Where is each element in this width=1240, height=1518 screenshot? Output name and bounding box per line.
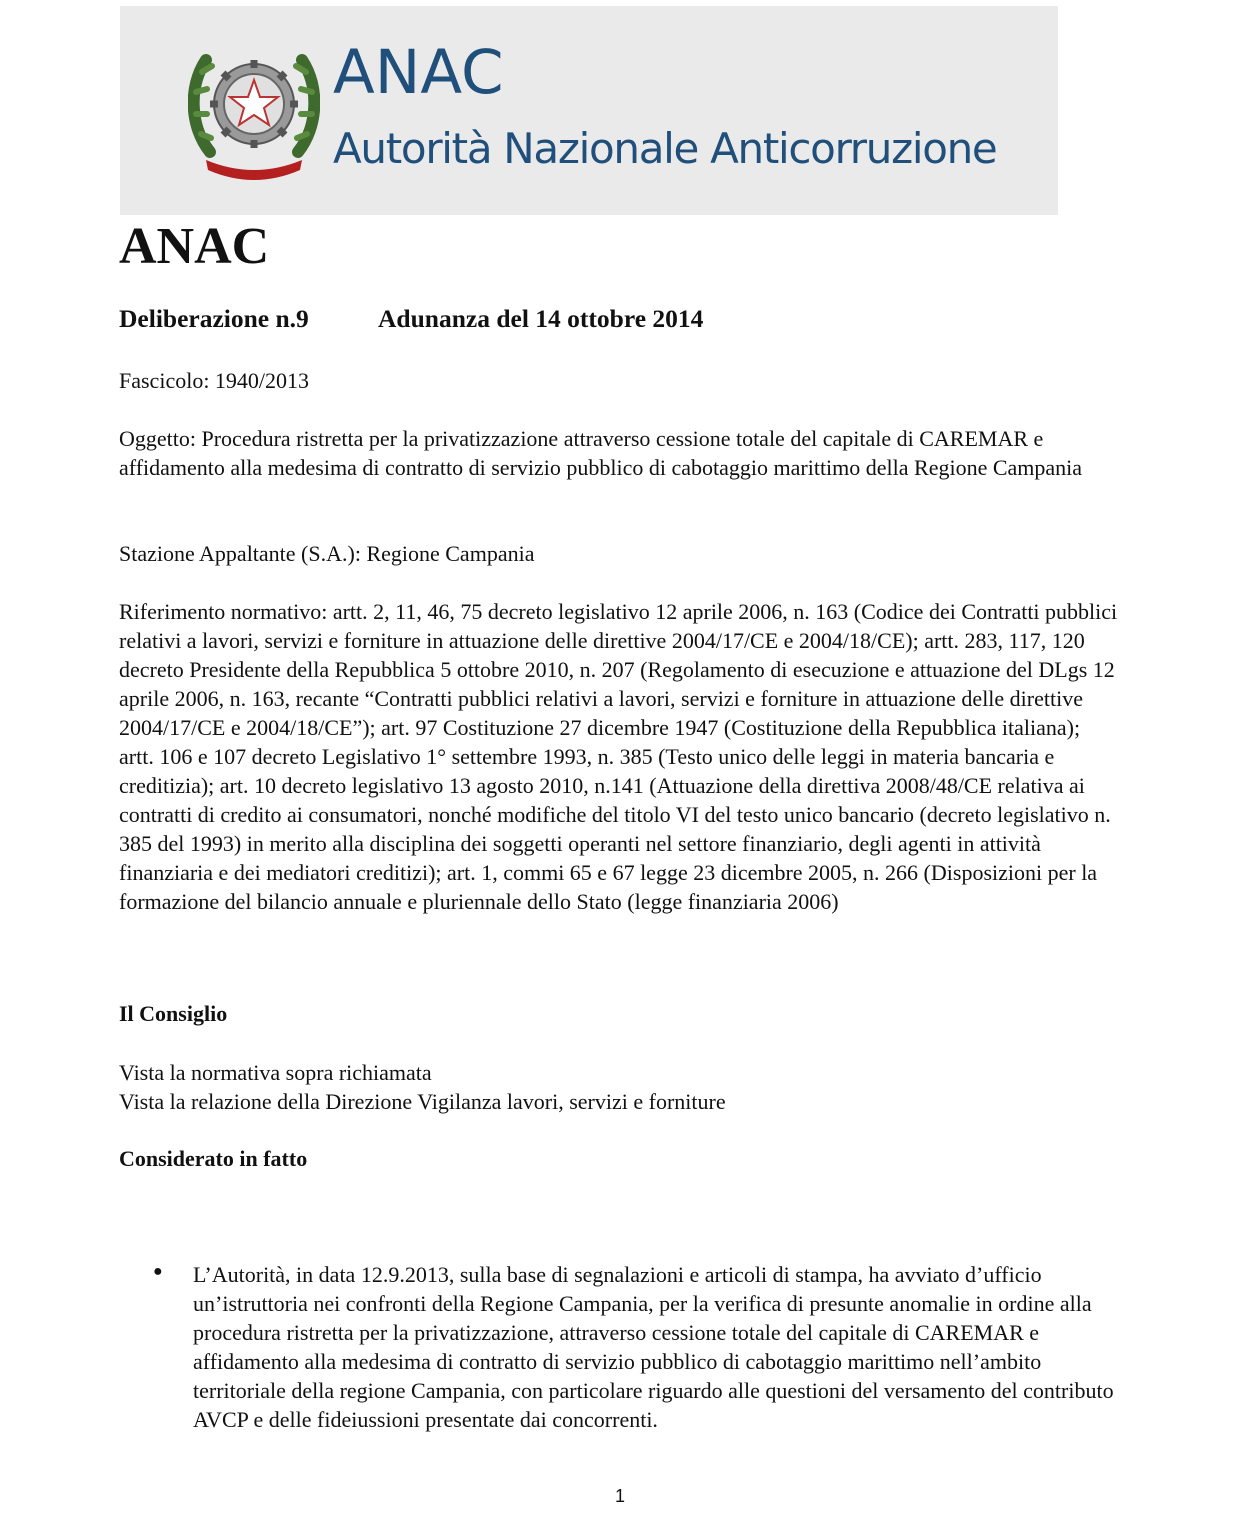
italian-republic-emblem-icon [188,32,320,182]
page-number: 1 [614,1486,625,1506]
header-banner [120,6,1058,215]
banner-title: ANAC [333,37,504,108]
document-title: ANAC [119,218,270,275]
meeting-date: Adunanza del 14 ottobre 2014 [378,304,704,333]
deliberation-number: Deliberazione n.9 [119,304,309,333]
deliberation-header [119,304,704,334]
stazione-appaltante: Stazione Appaltante (S.A.): Regione Campania [119,541,535,566]
banner-subtitle: Autorità Nazionale Anticorruzione [333,124,997,173]
riferimento-normativo: Riferimento normativo: artt. 2, 11, 46, 75 decreto legislativo 12 aprile 2006, n. 163 (Codice dei Contratti pubblici relativi a lavori, servizi e forniture in attuazione delle direttive 2004/17/CE e 2004/18/CE); artt. 283, 117, 120 decreto Presidente della Repubblica 5 ottobre 2010, n. 207 (Regolamento di esecuzione e attuazione del DLgs 12 aprile 2006, n. 163, recante “Contratti pubblici relativi a lavori, servizi e forniture in attuazione delle direttive 2004/17/CE e 2004/18/CE”); art. 97 Costituzione 27 dicembre 1947 (Costituzione della Repubblica italiana); artt. 106 e 107 decreto Legislativo 1° settembre 1993, n. 385 (Testo unico delle leggi in materia bancaria e creditizia); art. 10 decreto legislativo 13 agosto 2010, n.141 (Attuazione della direttiva 2008/48/CE relativa ai contratti di credito ai consumatori, nonché modifiche del titolo VI del testo unico bancario (decreto legislativo n. 385 del 1993) in merito alla disciplina dei soggetti operanti nel settore finanziario, degli agenti in attività finanziaria e dei mediatori creditizi); art. 1, commi 65 e 67 legge 23 dicembre 2005, n. 266 (Disposizioni per la formazione del bilancio annuale e pluriennale dello Stato (legge finanziaria 2006) [119,599,1118,914]
oggetto: Oggetto: Procedura ristretta per la privatizzazione attraverso cessione totale del capitale di CAREMAR e affidamento alla medesima di contratto di servizio pubblico di cabotaggio marittimo della Regione Campania [119,426,1083,480]
consiglio-heading: Il Consiglio [119,1001,228,1026]
considerato-heading: Considerato in fatto [119,1146,308,1171]
fascicolo: Fascicolo: 1940/2013 [119,368,310,393]
vista-normativa: Vista la normativa sopra richiamata [119,1060,432,1085]
bullet-icon: ● [153,1263,163,1280]
list-item-text: L’Autorità, in data 12.9.2013, sulla base di segnalazioni e articoli di stampa, ha avviato d’ufficio un’istruttoria nei confronti della Regione Campania, per la verifica di presunte anomalie in ordine alla procedura ristretta per la privatizzazione, attraverso cessione totale del capitale di CAREMAR e affidamento alla medesima di contratto di servizio pubblico di cabotaggio marittimo nell’ambito territoriale della regione Campania, con particolare riguardo alle questioni del versamento del contributo AVCP e delle fideiussioni presentate dai concorrenti. [193,1262,1114,1432]
vista-relazione: Vista la relazione della Direzione Vigilanza lavori, servizi e forniture [119,1089,726,1114]
